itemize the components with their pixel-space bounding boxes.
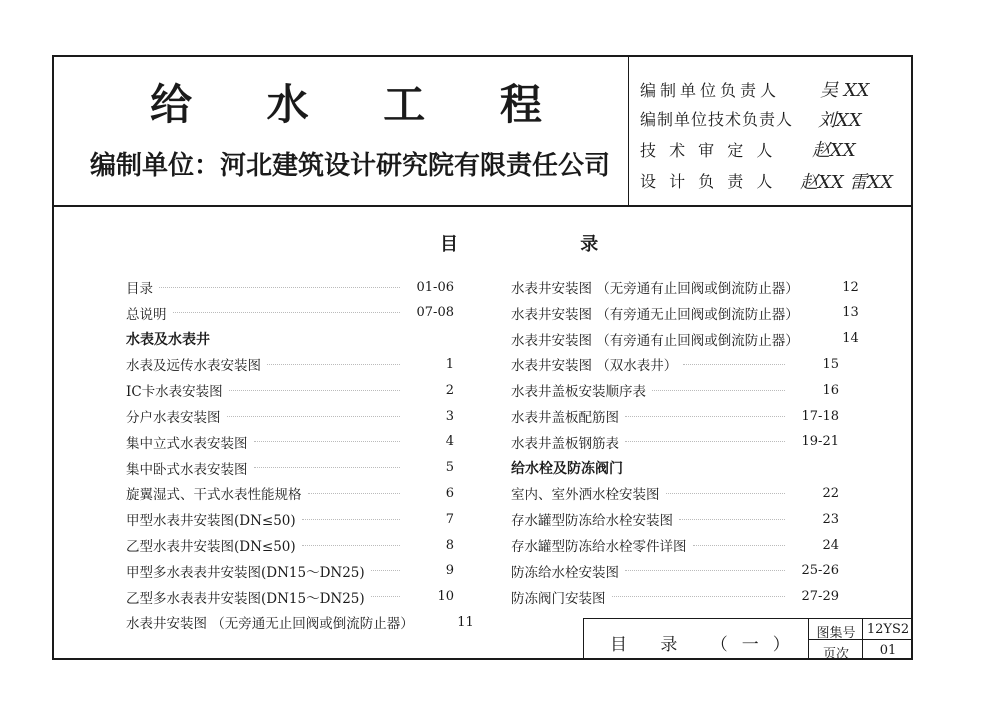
toc-entry-title: 集中立式水表安装图: [126, 435, 248, 452]
toc-leader-dots: [612, 596, 786, 597]
toc-entry-page: 4: [445, 434, 454, 450]
toc-leader-dots: [254, 467, 401, 468]
toc-leader-dots: [267, 364, 400, 365]
approval-role-2: 编制单位技术负责人: [640, 110, 794, 129]
toc-entry-page: 13: [842, 305, 859, 321]
toc-entry[interactable]: [511, 302, 859, 324]
toc-entry[interactable]: [511, 405, 839, 427]
signature-1: 吴 XX: [820, 80, 870, 101]
signature-2: 刘XX: [818, 110, 862, 131]
signature-4: 赵XX 雷XX: [800, 172, 893, 193]
toc-entry[interactable]: [126, 405, 454, 427]
toc-entry[interactable]: [511, 353, 839, 375]
page-value: 01: [879, 643, 897, 658]
toc-entry[interactable]: [126, 508, 454, 530]
main-title: 给 水 工 程: [150, 80, 572, 129]
toc-leader-dots: [159, 287, 400, 288]
toc-entry-page: 22: [822, 485, 839, 501]
toc-entry-page: 10: [437, 589, 454, 605]
toc-entry-page: 19-21: [801, 434, 839, 450]
toc-entry-page: 14: [842, 331, 859, 347]
approval-role-3: 技 术 审 定 人: [640, 141, 777, 160]
toc-leader-dots: [625, 441, 785, 442]
toc-entry-page: 24: [822, 537, 839, 553]
toc-entry[interactable]: [126, 353, 454, 375]
toc-entry[interactable]: [126, 379, 454, 401]
approval-role-4: 设 计 负 责 人: [640, 172, 777, 191]
toc-leader-dots: [254, 441, 401, 442]
toc-entry-title: 目录: [126, 281, 153, 297]
toc-leader-dots: [652, 390, 785, 391]
toc-entry[interactable]: [126, 457, 454, 479]
toc-entry-page: 8: [445, 537, 454, 553]
toc-entry-page: 6: [445, 485, 454, 501]
toc-entry[interactable]: [511, 560, 839, 582]
toc-entry-page: 3: [445, 408, 454, 424]
header-vertical-divider: [628, 57, 629, 205]
toc-entry-title: 水表井安装图 （有旁通有止回阀或倒流防止器）: [511, 332, 799, 349]
toc-leader-dots: [227, 416, 401, 417]
toc-section-heading: 水表及水表井: [126, 331, 210, 348]
header-divider: [54, 205, 911, 207]
toc-entry[interactable]: [126, 431, 454, 453]
toc-entry-page: 15: [822, 356, 839, 372]
toc-entry-page: 7: [445, 511, 454, 527]
toc-entry-title: 存水罐型防冻给水栓零件详图: [511, 539, 687, 555]
toc-leader-dots: [625, 570, 785, 571]
toc-leader-dots: [308, 493, 401, 494]
toc-entry-title: 水表及远传水表安装图: [126, 358, 261, 375]
toc-entry[interactable]: [511, 586, 839, 608]
toc-entry-title: 水表井安装图 （有旁通无止回阀或倒流防止器）: [511, 306, 799, 323]
signature-3: 赵XX: [812, 140, 856, 161]
toc-entry-title: 防冻给水栓安装图: [511, 564, 619, 581]
toc-entry-page: 9: [445, 563, 454, 579]
toc-entry-title: 水表井安装图 （无旁通无止回阀或倒流防止器）: [126, 616, 414, 633]
toc-entry[interactable]: [126, 534, 454, 556]
toc-entry-title: 旋翼湿式、干式水表性能规格: [126, 487, 302, 504]
toc-leader-dots: [371, 570, 400, 571]
toc-entry[interactable]: [126, 482, 454, 504]
approval-role-1: 编制单位负责人: [640, 81, 781, 100]
toc-entry-title: 甲型水表井安装图(DN≤50): [126, 513, 296, 530]
toc-entry-page: 16: [822, 382, 839, 398]
toc-leader-dots: [683, 364, 785, 365]
toc-entry[interactable]: [511, 534, 839, 556]
toc-entry-title: 存水罐型防冻给水栓安装图: [511, 513, 673, 530]
toc-entry[interactable]: [126, 302, 454, 324]
toc-entry-title: 分户水表安装图: [126, 410, 221, 426]
toc-entry-page: 07-08: [416, 305, 454, 321]
toc-entry-title: 水表井盖板安装顺序表: [511, 384, 646, 401]
toc-leader-dots: [229, 390, 400, 391]
toc-leader-dots: [173, 312, 401, 313]
toc-entry-page: 1: [445, 356, 454, 372]
toc-heading: 目 录: [440, 234, 657, 255]
toc-entry-page: 27-29: [801, 589, 839, 605]
toc-entry-title: 室内、室外洒水栓安装图: [511, 487, 660, 504]
toc-entry-page: 23: [822, 511, 839, 527]
toc-entry-page: 11: [457, 614, 474, 630]
toc-entry-title: 水表井盖板钢筋表: [511, 435, 619, 452]
toc-leader-dots: [693, 545, 786, 546]
toc-section-heading: 给水栓及防冻阀门: [511, 460, 623, 477]
toc-entry-title: 总说明: [126, 306, 167, 323]
toc-entry-title: 水表井安装图 （无旁通有止回阀或倒流防止器）: [511, 281, 799, 297]
atlas-label: 图集号: [816, 626, 856, 641]
toc-leader-dots: [679, 519, 785, 520]
toc-entry-page: 01-06: [416, 279, 454, 295]
toc-entry-title: 水表井安装图 （双水表井）: [511, 358, 678, 375]
toc-entry[interactable]: [126, 560, 454, 582]
page-label: 页次: [822, 647, 849, 662]
toc-entry-title: 防冻阀门安装图: [511, 590, 606, 607]
toc-entry-title: 乙型水表井安装图(DN≤50): [126, 539, 296, 555]
toc-entry[interactable]: [511, 508, 839, 530]
compiler-line: 编制单位：河北建筑设计研究院有限责任公司: [90, 151, 611, 181]
toc-entry[interactable]: [126, 611, 474, 633]
sheet-title: 目 录 （一）: [610, 635, 804, 655]
toc-leader-dots: [666, 493, 786, 494]
toc-entry-title: 甲型多水表表井安装图(DN15～DN25): [126, 564, 365, 581]
toc-entry[interactable]: [126, 586, 454, 608]
toc-entry-title: 水表井盖板配筋图: [511, 410, 619, 426]
toc-leader-dots: [625, 416, 785, 417]
toc-entry-page: 2: [445, 382, 454, 398]
toc-entry-title: 乙型多水表表井安装图(DN15～DN25): [126, 590, 365, 607]
atlas-value: 12YS2: [866, 622, 910, 637]
toc-leader-dots: [302, 519, 400, 520]
toc-entry-page: 25-26: [801, 563, 839, 579]
toc-entry-title: 集中卧式水表安装图: [126, 461, 248, 478]
toc-entry[interactable]: [511, 379, 839, 401]
toc-entry[interactable]: [511, 431, 839, 453]
toc-entry-page: 12: [842, 279, 859, 295]
toc-entry-title: IC卡水表安装图: [126, 384, 223, 401]
toc-entry-page: 17-18: [801, 408, 839, 424]
toc-leader-dots: [302, 545, 400, 546]
toc-leader-dots: [371, 596, 400, 597]
toc-entry[interactable]: [126, 276, 454, 298]
toc-entry[interactable]: [511, 482, 839, 504]
toc-entry[interactable]: [511, 276, 859, 298]
toc-entry-page: 5: [445, 460, 454, 476]
toc-entry[interactable]: [511, 328, 859, 350]
